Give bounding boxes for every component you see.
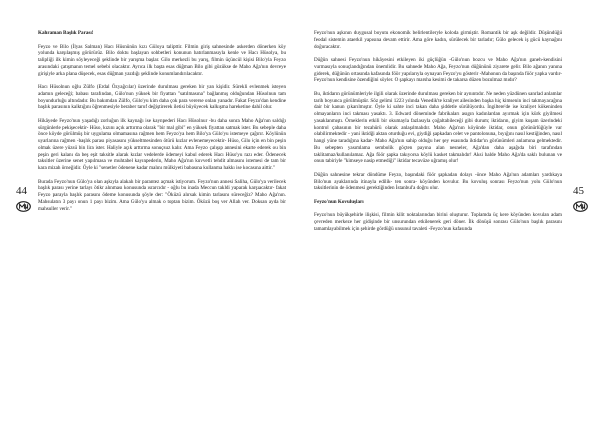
paragraph: Burada Feyzo'nun Gülo'ya olan aşkıyla alakalı bir parantez açmak istiyorum. Feyzo'nun annesi Saliha, Gülo'ya verilecek başlık parası yerine tarlayı ötikr alınması konusunda ısrarcıdır - oğlu bu inada Meccun takldi yaparak karşıacaktır- fakat Feyzo parayla başlık parasını ödeme konusunda şöyle der: "Öküzü alırsak kimin tarlasını süreceğiz? Maho Ağa'nın. Mahsulatın 3 payı onun 1 payı bizim. Ama Gülo'yu almak o toptan bizim. Öküzü boş ver Allah ver. Doksan ayda bir mahsuller verir." bbox=[38, 178, 286, 212]
paragraph: Bu, iktidarın görünümleriyle ilgili olarak üzerinde durulması gereken bir aynıntıdır. Ne neden yüzdünen sanrlad anlamlar tarih boyunca görülmüştür. Söz gelimi 1223 yılında Venedik'te kraliyet ailesinden başka hiç kimsenin inci takmayacağına dair bir kanun çıkarılmıştır. Öyle ki sahte inci takan daha şiddetle sürülüyordu. İngiltere'de ise kraliyet kökeninden olmayanların inci takması yasaktı. 3. Edward döneminde fabrikaları asıgın kadınlardan ayırmak için kürk giyilmesi yasaklanmıştı. Örneklerin etkili bir okumayla fazlasıyla çoğaltabileceği gibi durum; iktidarın, giyim kuşam üzerindeki kontrol çabasının bir tezahürü olarak anlaşılmalıdır. Maho Ağa'nın köyünde iktidar, onun görünürlüğüyle var olabilirmektedir - yani iktidği aktan oturduğu evi, giydiği şapkadan celet ve pantolonuna, bıyığını nasıl kestiğinden, nasıl hangi yüne taradığına kadar- Maho Ağa'nın sahip olduğu her şey esasında iktidar'ın görünümleri anlamına gelmektedir. Bu sebepten yasımlama sembolik göçten payına alan nesneler, Ağa'dan daha aşağıda biri tarafından taklitamaz/kullanılamaz. Ağa föör şapka takıyorsa köylü kasket takmalıdır! Aksi halde Maho Ağa'da saklı bulunan ve onun tabiriyle "kimseye nasip etmediği" iktidar tecavüze uğramış olur! bbox=[314, 90, 562, 165]
paragraph: Düğün sahnesi Feyzo'nun hikâyesini etkileyen iki güçlüğün -Gülo'nun bozcu ve Maho Ağa'nın ganeh-kendisini vurmasıyla sonuçlandığından önemlidir. Bu sahnede Maho Ağa, Feyzo'nun düğününü ziyarete gelir. Bilo ağanın yanına giderek, düğünün ortasında kafasında föör yapılarıyla oynayan Feyzo'yu gösterir -Mahonun da başında föör yapka vardır- Feyzo'nun kendisine özendiğini söyler. O şapkayı marsha kesimi de takarsa düzen bozulmaz mıdır? bbox=[314, 57, 562, 84]
publisher-logo-icon bbox=[573, 201, 588, 212]
page-number-right: 45 bbox=[573, 185, 584, 197]
paragraph: Feyzo ve Bilo (İlyas Salman) Hacı Hüsnünün kızı Güloya talipttir. Filmin giriş sahnesinde askerden dönerken köy yolunda karşılaşmış görürürüz. Bilo doktu başlayan sohbetleri konunun hatırlanmasıyla kenle ve Hacı Hüsolya, bu talipliği ilk kimin söyleyeceği şeklinde bir yarışma başlar. Gilo merkezli bu yarış, filmin üçüncül kişisi Bilo'yla Feyzo arasındaki çatışmanın temel sebebi olacaktır. Ayrıca ilk başta esas düğman Bilo gibi gözükse de Maho Ağa'nın devreye girişiyle arka plana düşecek, esas düğman yazdığı şeklinde konumlandırılacaktır. bbox=[38, 43, 286, 77]
publisher-logo-icon bbox=[16, 201, 31, 212]
section-heading: Kahraman Başlık Parası! bbox=[38, 30, 94, 36]
paragraph: Hikâyede Feyzo'nun yaşadığı zorluğun ilk kaynağı ise kaynpederi Hacı Hüsolnur -bu daha sonra Maho Ağa'nın saldığı sürgünlerle pekişecektir- Hüso, kızını açık arttırma olarak "bir mal gibi" en yüksek fiyattan satmak ister. Bu sebeple daha önce köyde görülmüş bir uygulama olmamasına rağmen hem Feyzo'ya hem Bilo'ya Gülo'yu istemeye çağırır. Köylünün uyarlarına rağmen -başlık parası piyasasını yükseltmesinden ötürü kızlar evlenemeyecektir- Hüso, Gilo için en bin peşin olmak üzere yüzsü bin lira ister. Haliyle açık arttırma sonuçsuz kalır. Ama Feyzo çalışıp annesini ekarte ederek ou bin peşin geri kalanı da beş eşit taksitle alarak kızlar vedelerde ödemeyi kabul ederek Hacı Hüso'yu razı eder. Ödenecek taksitler üzerine senet yapılmasa ve muhtabel kayınpederin, Maho Ağa'nın kuvvetli tehdit almasını istemesi de tam bir kara mizah örneğidir. Öyle ki "senetler ödenene kadar malını mülkiyeti babasına kullanma hakkı ise kocasına aittir." bbox=[38, 117, 286, 171]
paragraph: Hacı Hüsolnun oğlu Zülfo (Erdal Özyağcılar) üzerinde durulması gereken bir yan kişidir. Sürekli evlenmek isteyen adamın geleceği; babası tarafından, Gülo'nun yüksek bir fiyattan "satılmasına" bağlanmış olduğundan Hüsolnun tam boyundurluğu altındadır. Bu bakımdan Zülfo, Gülo'yu kim daha çok para vererse onlan yanadır. Fakat Feyzo'dan kendine başlık parasının kalktığını öğrenmesiyle beraber tarof değiştirerek iletisi büyüyecek kalkışma hareketine dahil olur. bbox=[38, 84, 286, 111]
paragraph: Düğün sahnesine tekrar döndüme Feyzo, başındaki föör şapkadan dolayı -önce Maho Ağa'nın adamları yardıkaya Bilo'nun ayaklarında itinayla edilik- ten sonra- köyünden kovulur. Bu kovuluş sonrası Feyzo'nun yolu Gülo'nun taksitlerinin de ödenmesi gerektiğinden İstanbul'a doğru olur. bbox=[314, 171, 562, 192]
section-heading: Feyzo'nun Kovuluşları bbox=[314, 198, 364, 205]
left-page-column bbox=[38, 30, 286, 219]
right-page-column bbox=[314, 30, 562, 239]
paragraph: Feyzo'nun aşkının duygusal boyutu ekonomik belirlentileryle koloda girmiştir. Romantik bir aşk değildir. Düşündüğü feodal sistemin ataerkil yapısına devam ettirir. Ama göre kadın, sürülecek bir tarladır; Gülo gelecek iş gücü kaynağını doğuracaktır. bbox=[314, 30, 562, 50]
page-number-left: 44 bbox=[16, 185, 27, 197]
paragraph: Feyzo'nun büyükşehirle ilişkisi, filmin kilit noktalarından birini oluşturur. Toplamda üç kere köyünden kovulan adam çevreden merkeze her gidişinde bir unsurundan etkilenerek geri döner. İlk dönüşü sonrası Gülo'nun başlık parasını tamamlayabilmek için şehirde gördüğü unsunul tavaleti -Feyzo'nun kafasında bbox=[314, 212, 562, 232]
